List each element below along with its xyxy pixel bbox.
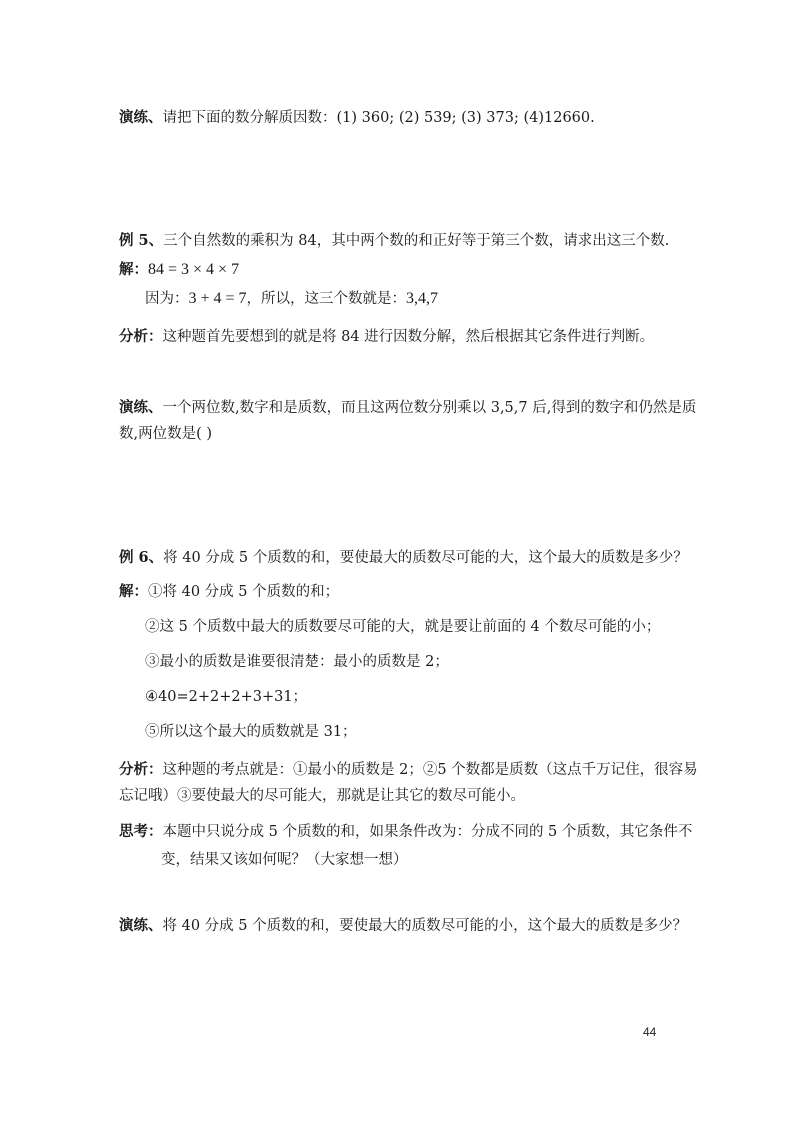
example-6-question — [119, 548, 688, 568]
drill-3 — [119, 916, 687, 936]
drill-label: 演练、 — [119, 917, 163, 934]
think-text: 变，结果又该如何呢？（大家想一想） — [161, 852, 408, 868]
drill-label: 演练、 — [119, 399, 163, 416]
answer-value: 3,4,7 — [406, 290, 439, 307]
analysis-text: 忘记哦）③要使最大的尽可能大，那就是让其它的数尽可能小。 — [119, 788, 525, 804]
drill-text: 一个两位数,数字和是质数，而且这两位数分别乘以 3,5,7 后,得到的数字和仍然是质 — [162, 400, 697, 416]
drill-text: 将 40 分成 5 个质数的和，要使最大的质数尽可能的小，这个最大的质数是多少？ — [162, 918, 688, 934]
example-6-step-4 — [145, 687, 307, 707]
think-text: 本题中只说分成 5 个质数的和，如果条件改为：分成不同的 5 个质数，其它条件不 — [162, 824, 693, 840]
example-6-step-1 — [119, 582, 339, 602]
page-number: 44 — [643, 1025, 657, 1039]
example-6-think-line-2 — [161, 850, 408, 870]
drill-2-line-1 — [119, 398, 696, 418]
example-6-step-3 — [145, 652, 449, 672]
think-label: 思考： — [119, 823, 163, 840]
solution-label: 解： — [119, 583, 148, 600]
analysis-label: 分析： — [119, 328, 163, 345]
example-5-because — [145, 289, 438, 309]
drill-label: 演练、 — [119, 109, 163, 126]
solution-step: ⑤所以这个最大的质数就是 31； — [145, 724, 357, 740]
analysis-text: 这种题首先要想到的就是将 84 进行因数分解，然后根据其它条件进行判断。 — [162, 329, 655, 345]
solution-equation: 84 = 3 × 4 × 7 — [148, 261, 240, 278]
example-6-analysis-line-2 — [119, 786, 525, 806]
example-6-step-2 — [145, 617, 660, 637]
because-equation: 3 + 4 = 7 — [188, 290, 247, 307]
example-5-solution — [119, 260, 239, 280]
because-text: 因为： — [145, 291, 189, 307]
example-6-think-line-1 — [119, 822, 692, 842]
example-question-text: 将 40 分成 5 个质数的和，要使最大的质数尽可能的大，这个最大的质数是多少？ — [163, 550, 688, 566]
drill-text: 请把下面的数分解质因数：(1) 360; (2) 539; (3) 373; (4)12660. — [162, 110, 595, 126]
example-6-step-5 — [145, 722, 357, 742]
drill-2-line-2 — [119, 424, 212, 444]
example-question-text: 三个自然数的乘积为 84，其中两个数的和正好等于第三个数，请求出这三个数. — [163, 233, 670, 249]
analysis-label: 分析： — [119, 761, 163, 778]
example-6-analysis-line-1 — [119, 760, 698, 780]
example-label: 例 6、 — [119, 549, 164, 566]
example-5-analysis — [119, 327, 654, 347]
so-text: ，所以，这三个数就是： — [246, 291, 407, 307]
analysis-text: 这种题的考点就是：①最小的质数是 2；②5 个数都是质数（这点千万记住，很容易 — [162, 762, 698, 778]
solution-step: ②这 5 个质数中最大的质数要尽可能的大，就是要让前面的 4 个数尽可能的小； — [145, 619, 661, 635]
solution-step: ③最小的质数是谁要很清楚：最小的质数是 2； — [145, 654, 449, 670]
example-label: 例 5、 — [119, 232, 164, 249]
drill-1 — [119, 108, 595, 128]
solution-step: ①将 40 分成 5 个质数的和； — [148, 584, 340, 600]
example-5-question — [119, 231, 669, 251]
solution-step: ④40=2+2+2+3+31； — [145, 689, 308, 705]
solution-label: 解： — [119, 261, 148, 278]
drill-text: 数,两位数是( ) — [119, 426, 213, 442]
